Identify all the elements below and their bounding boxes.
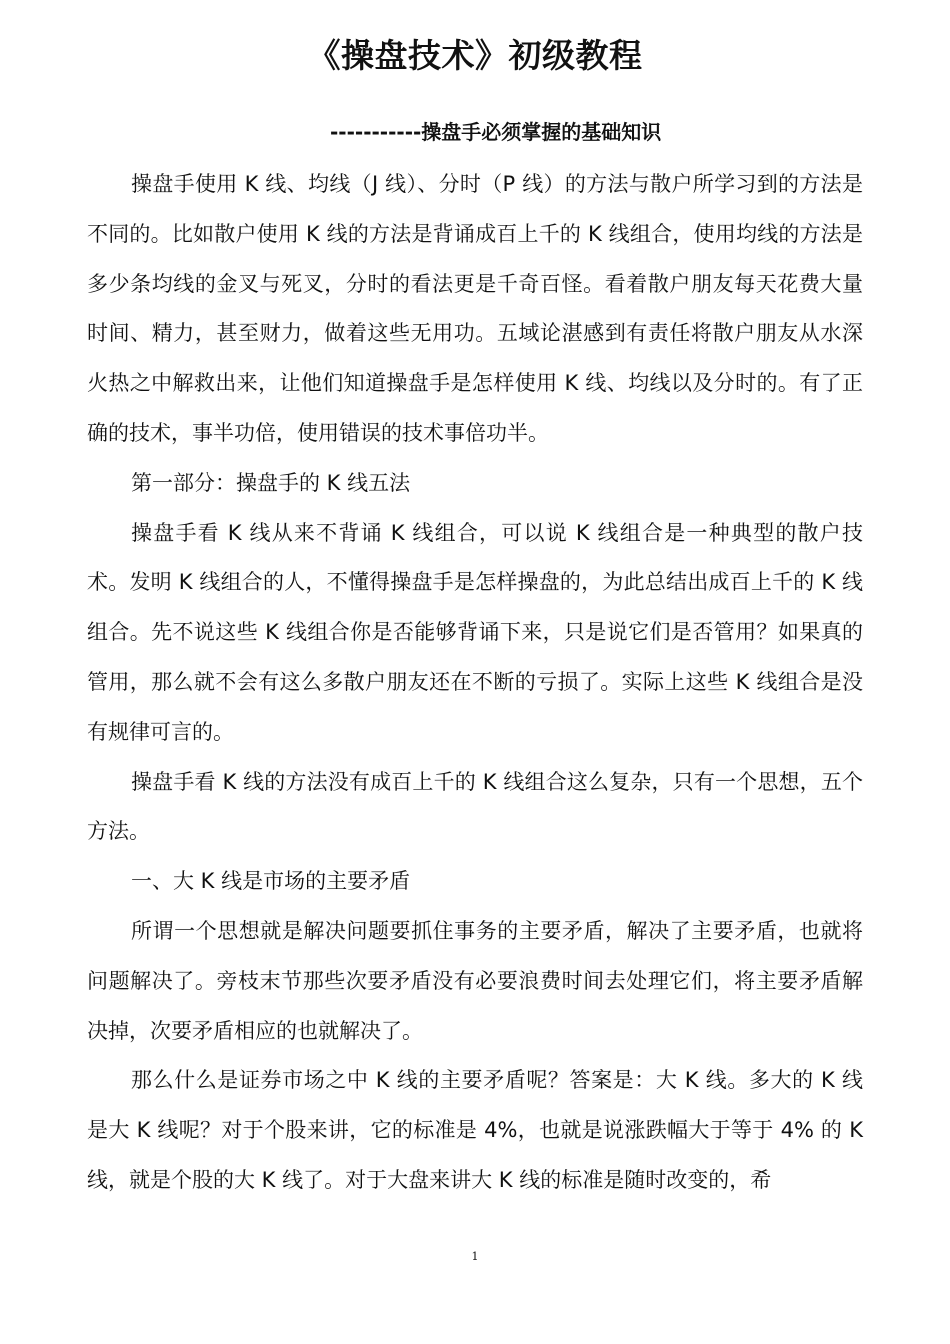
section-heading-part-one: 第一部分：操盘手的 K 线五法: [131, 470, 411, 495]
section-heading-big-k-line: 一、大 K 线是市场的主要矛盾: [131, 869, 411, 894]
paragraph-intro: 操盘手使用 K 线、均线（J 线）、分时（P 线）的方法与散户所学习到的方法是不同的。比如散户使用 K 线的方法是背诵成百上千的 K 线组合，使用均线的方法是多少条均线的金叉与死叉，分时的看法更是千奇百怪。看着散户朋友每天花费大量时间、精力，甚至财力，做着这些无用功。五域论湛感到有责任将散户朋友从水深火热之中解救出来，让他们知道操盘手是怎样使用 K 线、均线以及分时的。有了正确的技术，事半功倍，使用错误的技术事倍功半。: [87, 172, 863, 445]
document-body: [87, 160, 863, 1206]
paragraph-k-line-combinations: 操盘手看 K 线从来不背诵 K 线组合，可以说 K 线组合是一种典型的散户技术。发明 K 线组合的人，不懂得操盘手是怎样操盘的，为此总结出成百上千的 K 线组合。先不说这些 K 线组合你是否能够背诵下来，只是说它们是否管用？如果真的管用，那么就不会有这么多散户朋友还在不断的亏损了。实际上这些 K 线组合是没有规律可言的。: [87, 520, 863, 744]
paragraph-big-k-line-standard: 那么什么是证券市场之中 K 线的主要矛盾呢？答案是：大 K 线。多大的 K 线是大 K 线呢？对于个股来讲，它的标准是 4%，也就是说涨跌幅大于等于 4% 的 K 线，就是个股的大 K 线了。对于大盘来讲大 K 线的标准是随时改变的，希: [87, 1068, 863, 1192]
page-number: 1: [471, 1250, 479, 1263]
paragraph-main-contradiction: 所谓一个思想就是解决问题要抓住事务的主要矛盾，解决了主要矛盾，也就将问题解决了。旁枝末节那些次要矛盾没有必要浪费时间去处理它们，将主要矛盾解决掉，次要矛盾相应的也就解决了。: [87, 918, 863, 1043]
paragraph-one-idea-five-methods: 操盘手看 K 线的方法没有成百上千的 K 线组合这么复杂，只有一个思想，五个方法。: [87, 769, 863, 844]
document-title: 《操盘技术》初级教程: [307, 36, 643, 75]
document-subtitle: -----------操盘手必须掌握的基础知识: [330, 120, 662, 144]
